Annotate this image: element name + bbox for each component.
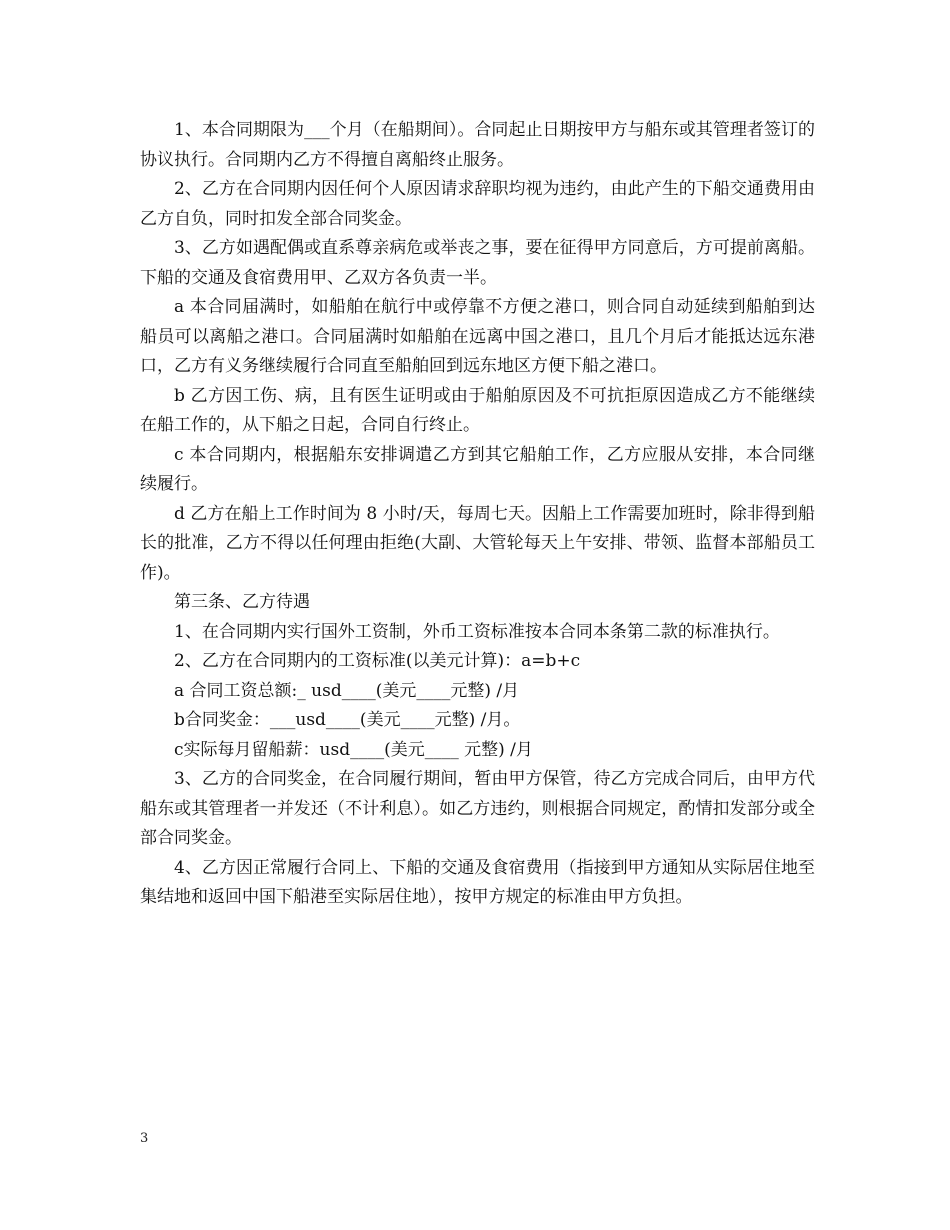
section-heading: 第三条、乙方待遇 [174,592,310,612]
paragraph-13: c实际每月留船薪：usd____(美元____ 元整) /月 [174,739,533,760]
page-number: 3 [140,1131,149,1146]
paragraph-2: 2、乙方在合同期内因任何个人原因请求辞职均视为违约，由此产生的下船交通费用由乙方自负，同时扣发全部合同奖金。 [140,179,815,229]
paragraph-6: c 本合同期内，根据船东安排调遣乙方到其它船舶工作，乙方应服从安排，本合同继续履行。 [140,444,815,494]
paragraph-3: 3、乙方如遇配偶或直系尊亲病危或举丧之事，要在征得甲方同意后，方可提前离船。下船的交通及食宿费用甲、乙双方各负责一半。 [140,238,815,288]
paragraph-15: 4、乙方因正常履行合同上、下船的交通及食宿费用（指接到甲方通知从实际居住地至集结地和返回中国下船港至实际居住地），按甲方规定的标准由甲方负担。 [140,857,815,907]
paragraph-4: a 本合同届满时，如船舶在航行中或停靠不方便之港口，则合同自动延续到船舶到达船员可以离船之港口。合同届满时如船舶在远离中国之港口，且几个月后才能抵达远东港口，乙方有义务继续履行合同直至船舶回到远东地区方便下船之港口。 [140,297,815,376]
paragraph-1: 1、本合同期限为___个月（在船期间）。合同起止日期按甲方与船东或其管理者签订的协议执行。合同期内乙方不得擅自离船终止服务。 [140,120,815,170]
paragraph-5: b 乙方因工伤、病，且有医生证明或由于船舶原因及不可抗拒原因造成乙方不能继续在船工作的，从下船之日起，合同自行终止。 [140,385,815,435]
paragraph-12: b合同奖金：___usd____(美元____元整) /月。 [174,710,521,730]
document-body [140,116,815,913]
paragraph-11: a 合同工资总额:_ usd____(美元____元整) /月 [174,680,520,701]
paragraph-14: 3、乙方的合同奖金，在合同履行期间，暂由甲方保管，待乙方完成合同后，由甲方代船东或其管理者一并发还（不计利息）。如乙方违约，则根据合同规定，酌情扣发部分或全部合同奖金。 [140,769,815,848]
paragraph-7: d 乙方在船上工作时间为 8 小时/天，每周七天。因船上工作需要加班时，除非得到船长的批准，乙方不得以任何理由拒绝(大副、大管轮每天上午安排、带领、监督本部船员工作)。 [140,503,815,583]
paragraph-10: 2、乙方在合同期内的工资标准(以美元计算)：a=b+c [174,651,581,671]
paragraph-9: 1、在合同期内实行国外工资制，外币工资标准按本合同本条第二款的标准执行。 [174,621,780,642]
